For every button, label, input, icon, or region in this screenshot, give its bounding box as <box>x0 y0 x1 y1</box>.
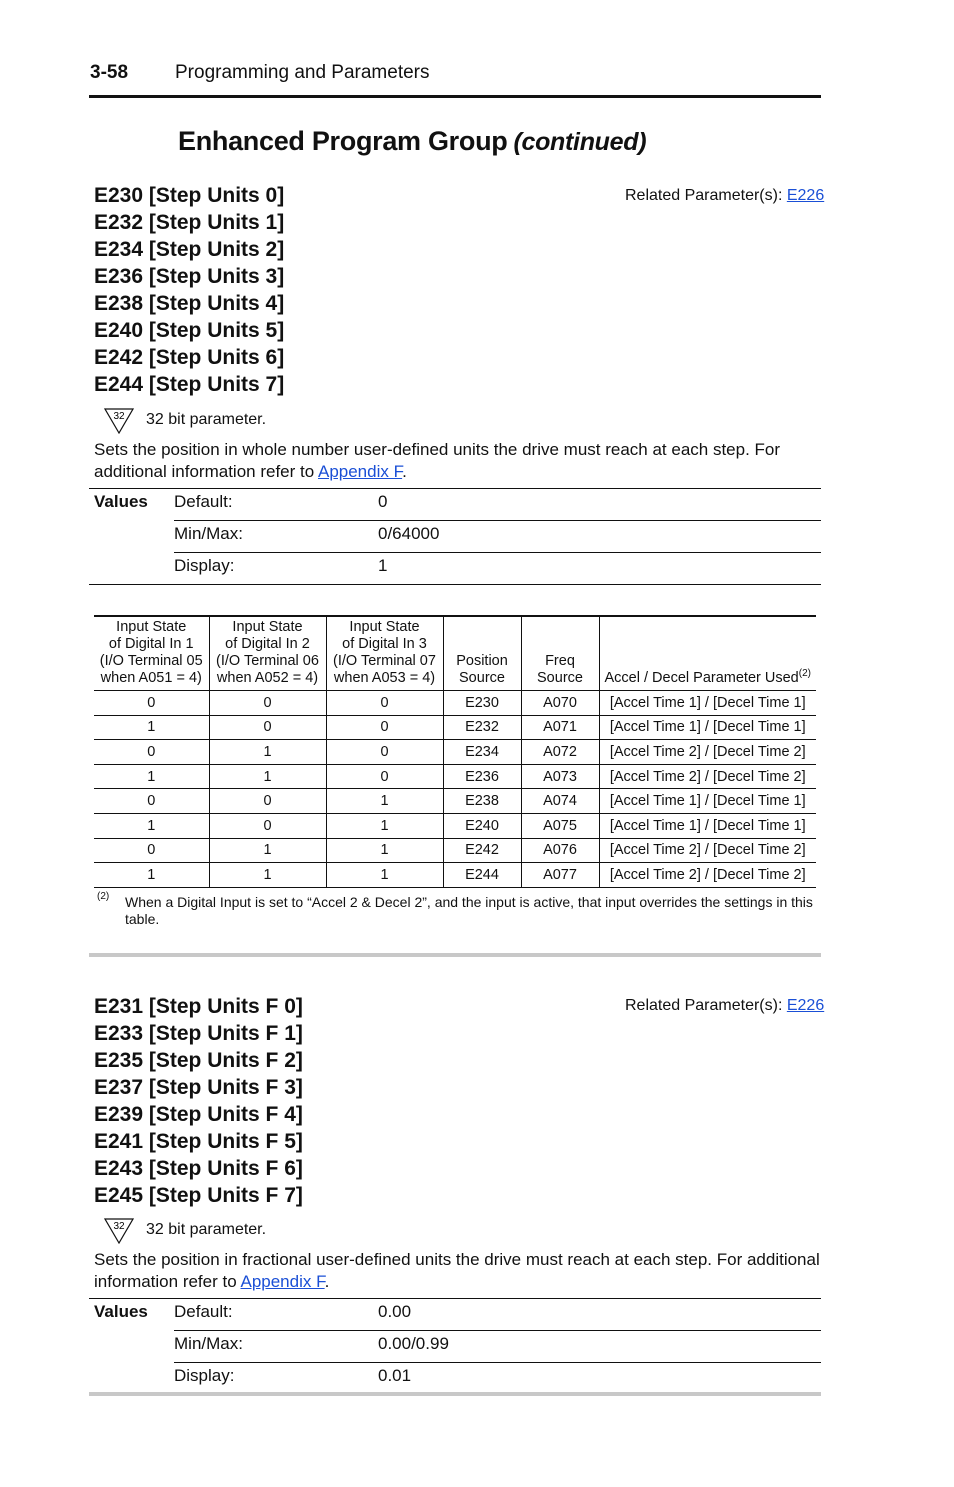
appendix-f-link[interactable]: Appendix F <box>317 462 403 481</box>
description-text: Sets the position in fractional user-defined units the drive must reach at each step. For additional information refer to <box>94 1250 820 1291</box>
values-value: 0/64000 <box>378 524 440 543</box>
section-separator <box>89 953 821 957</box>
values-row-minmax <box>89 520 821 552</box>
bit-parameter-text: 32 bit parameter. <box>146 1221 267 1238</box>
values-table <box>89 488 821 585</box>
group-title-main: Enhanced Program Group <box>178 126 508 156</box>
param-name: E240 [Step Units 5] <box>94 319 285 342</box>
values-key: Min/Max: <box>174 1334 243 1353</box>
table-row: 1 1 0 E236 A073 [Accel Time 2] / [Decel Time 2] <box>94 764 816 789</box>
values-row-display <box>89 1362 821 1394</box>
header-digital-in-3: Input State of Digital In 3 (I/O Terminal 07 when A053 = 4) <box>326 616 443 691</box>
values-key: Display: <box>174 1366 235 1385</box>
values-key: Min/Max: <box>174 524 243 543</box>
table-row: 0 1 0 E234 A072 [Accel Time 2] / [Decel Time 2] <box>94 740 816 765</box>
values-row-default <box>89 1298 821 1330</box>
param-name: E241 [Step Units F 5] <box>94 1130 303 1153</box>
header-digital-in-1: Input State of Digital In 1 (I/O Terminal 05 when A051 = 4) <box>94 616 209 691</box>
group-title <box>178 126 646 157</box>
table-row: 0 1 1 E242 A076 [Accel Time 2] / [Decel Time 2] <box>94 838 816 863</box>
param-name: E236 [Step Units 3] <box>94 265 285 288</box>
param-name: E235 [Step Units F 2] <box>94 1049 303 1072</box>
32-bit-icon <box>104 1218 134 1244</box>
header-rule <box>89 95 821 98</box>
param-name: E238 [Step Units 4] <box>94 292 285 315</box>
values-label: Values <box>94 1302 148 1321</box>
param-name: E242 [Step Units 6] <box>94 346 285 369</box>
param-list-step-units <box>94 182 284 398</box>
related-link-e226[interactable]: E226 <box>786 997 825 1014</box>
description-text: Sets the position in whole number user-defined units the drive must reach at each step. For additional information refer to <box>94 440 781 481</box>
values-key: Display: <box>174 556 235 575</box>
group-title-continued: (continued) <box>513 128 647 156</box>
param-name: E245 [Step Units F 7] <box>94 1184 303 1207</box>
svg-text:32: 32 <box>113 411 125 422</box>
param-name: E244 [Step Units 7] <box>94 373 285 396</box>
related-parameters <box>625 997 824 1015</box>
table-row: 1 1 1 E244 A077 [Accel Time 2] / [Decel Time 2] <box>94 863 816 888</box>
related-label: Related Parameter(s): <box>625 187 783 204</box>
page-number: 3-58 <box>90 62 129 83</box>
table-row: 0 0 1 E238 A074 [Accel Time 1] / [Decel Time 1] <box>94 789 816 814</box>
table-row: 1 0 0 E232 A071 [Accel Time 1] / [Decel Time 1] <box>94 715 816 740</box>
values-value: 1 <box>378 556 388 575</box>
values-value: 0.00/0.99 <box>378 1334 449 1353</box>
values-value: 0 <box>378 492 388 511</box>
param-name: E234 [Step Units 2] <box>94 238 285 261</box>
values-label: Values <box>94 492 148 511</box>
values-row-default <box>89 488 821 520</box>
param-name: E243 [Step Units F 6] <box>94 1157 303 1180</box>
param-name: E231 [Step Units F 0] <box>94 995 303 1018</box>
values-key: Default: <box>174 1302 233 1321</box>
values-value: 0.00 <box>378 1302 412 1321</box>
description: Sets the position in fractional user-defined units the drive must reach at each step. For additional information refer to Appendix F. <box>94 1250 820 1291</box>
section-title: Programming and Parameters <box>175 62 430 83</box>
appendix-f-link[interactable]: Appendix F <box>240 1272 325 1291</box>
param-name: E233 [Step Units F 1] <box>94 1022 303 1045</box>
param-name: E239 [Step Units F 4] <box>94 1103 303 1126</box>
param-name: E230 [Step Units 0] <box>94 184 285 207</box>
bottom-separator <box>89 1392 821 1396</box>
description: Sets the position in whole number user-defined units the drive must reach at each step. For additional information refer to Appendix F. <box>94 440 781 481</box>
values-row-display <box>89 552 821 584</box>
param-list-step-units-f <box>94 993 303 1209</box>
related-label: Related Parameter(s): <box>625 997 783 1014</box>
header-freq-source: Freq Source <box>521 616 599 691</box>
svg-text:32: 32 <box>113 1221 125 1232</box>
32-bit-icon <box>104 408 134 434</box>
param-name: E232 [Step Units 1] <box>94 211 285 234</box>
values-key: Default: <box>174 492 233 511</box>
header-accel-decel: Accel / Decel Parameter Used$^{(2)}$ <box>599 616 816 691</box>
table-row: 1 0 1 E240 A075 [Accel Time 1] / [Decel Time 1] <box>94 813 816 838</box>
step-source-table <box>94 615 816 888</box>
table-header-row <box>94 616 816 691</box>
values-row-minmax <box>89 1330 821 1362</box>
header-position-source: Position Source <box>443 616 521 691</box>
param-name: E237 [Step Units F 3] <box>94 1076 303 1099</box>
footnote-mark: (2) <box>97 891 110 902</box>
footnote-text: When a Digital Input is set to “Accel 2 & Decel 2”, and the input is active, that input overrides the settings in this table. <box>125 894 813 927</box>
bit-parameter-text: 32 bit parameter. <box>146 411 267 428</box>
values-value: 0.01 <box>378 1366 412 1385</box>
related-link-e226[interactable]: E226 <box>786 187 825 204</box>
table-row: 0 0 0 E230 A070 [Accel Time 1] / [Decel Time 1] <box>94 691 816 716</box>
header-digital-in-2: Input State of Digital In 2 (I/O Terminal 06 when A052 = 4) <box>209 616 326 691</box>
related-parameters <box>625 187 824 205</box>
values-table <box>89 1298 821 1395</box>
